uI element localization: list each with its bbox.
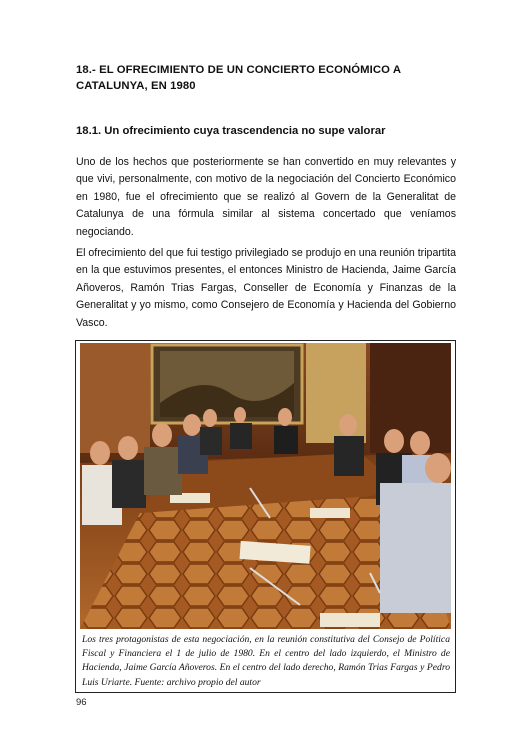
paragraph: El ofrecimiento del que fui testigo privilegiado se produjo en una reunión tripartita en la que estuvimos presentes, el entonces Ministro de Hacienda, Jaime García Añoveros, Ramón Trias Fargas, Conseller de Economía y Finanzas de la Generalitat y yo mismo, como Consejero de Economía y Hacienda del Gobierno Vasco.: [76, 247, 456, 329]
chapter-title: 18.- EL OFRECIMIENTO DE UN CONCIERTO ECONÓMICO A CATALUNYA, EN 1980: [76, 64, 401, 92]
figure: [75, 340, 456, 693]
paragraph: Uno de los hechos que posteriormente se han convertido en muy relevantes y que vivi, personalmente, con motivo de la negociación del Concierto Económico en 1980, fue el ofrecimiento que se realizó al Govern de la Generalitat de Catalunya de una fórmula similar al sistema concertado que veníamos negociando.: [76, 156, 456, 238]
section-title: 18.1. Un ofrecimiento cuya trascendencia no supe valorar: [76, 125, 386, 137]
figure-caption: Los tres protagonistas de esta negociación, en la reunión constitutiva del Consejo de Política Fiscal y Financiera el 1 de julio de 1980. En el centro del lado izquierdo, el Ministro de Hacienda, Jaime García Añoveros. En el centro del lado derecho, Ramón Trias Fargas y Pedro Luis Uriarte. Fuente: archivo propio del autor: [82, 634, 450, 688]
meeting-photo: [80, 343, 451, 629]
page-number: 96: [76, 697, 87, 708]
